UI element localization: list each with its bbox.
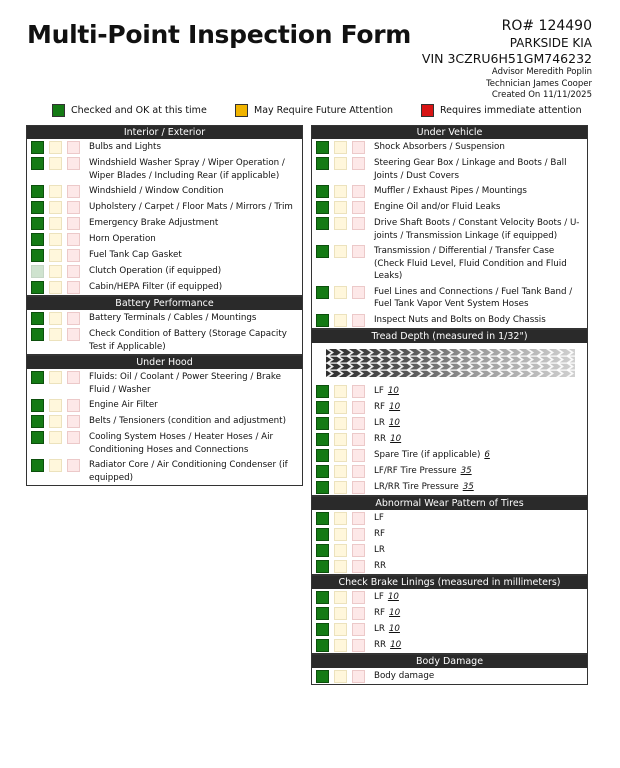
- list-item: [312, 415, 587, 431]
- tread-value: 10: [389, 401, 401, 412]
- brake-position: RR: [374, 639, 387, 650]
- item-label: [374, 465, 583, 478]
- item-label: LR: [374, 544, 385, 555]
- item-label: [374, 417, 583, 430]
- ok-checkbox[interactable]: [316, 157, 329, 170]
- list-item: [27, 326, 302, 354]
- item-label: RF: [374, 528, 386, 539]
- dealer-name: PARKSIDE KIA: [509, 35, 592, 50]
- ok-checkbox[interactable]: [316, 401, 329, 414]
- item-label: Emergency Brake Adjustment: [89, 218, 219, 228]
- item-label: Inspect Nuts and Bolts on Body Chassis: [374, 314, 546, 325]
- future-checkbox[interactable]: [49, 141, 62, 154]
- list-item: [27, 139, 302, 155]
- item-label: [374, 385, 583, 398]
- immediate-checkbox[interactable]: [352, 607, 365, 620]
- list-item: [312, 526, 587, 542]
- brake-value: 10: [390, 639, 402, 650]
- future-checkbox[interactable]: [49, 157, 62, 170]
- ok-checkbox[interactable]: [316, 639, 329, 652]
- list-item: [312, 215, 587, 243]
- tire-position: RR: [374, 433, 387, 444]
- item-label: LF: [374, 512, 384, 523]
- list-item: [312, 284, 587, 312]
- ok-checkbox[interactable]: [31, 217, 44, 230]
- list-item: [312, 199, 587, 215]
- future-checkbox[interactable]: [49, 185, 62, 198]
- future-checkbox[interactable]: [49, 459, 62, 472]
- future-checkbox[interactable]: [334, 157, 347, 170]
- tire-position: LR: [374, 417, 385, 428]
- section-tread-depth: [311, 329, 588, 496]
- future-checkbox[interactable]: [334, 286, 347, 299]
- item-label: Check Condition of Battery (Storage Capacity Test if Applicable): [89, 329, 287, 352]
- brake-position: LR: [374, 623, 385, 634]
- ok-checkbox[interactable]: [316, 185, 329, 198]
- item-label: Shock Absorbers / Suspension: [374, 142, 505, 152]
- tire-position: LF/RF Tire Pressure: [374, 465, 457, 476]
- immediate-checkbox[interactable]: [352, 433, 365, 446]
- immediate-checkbox[interactable]: [352, 591, 365, 604]
- item-label: [374, 623, 583, 636]
- future-checkbox[interactable]: [334, 201, 347, 214]
- list-item: [312, 463, 587, 479]
- legend-immediate: [421, 104, 582, 117]
- immediate-checkbox[interactable]: [352, 465, 365, 478]
- ok-checkbox[interactable]: [31, 141, 44, 154]
- ok-checkbox[interactable]: [316, 623, 329, 636]
- immediate-checkbox[interactable]: [352, 544, 365, 557]
- brake-position: RF: [374, 607, 386, 618]
- item-label: Bulbs and Lights: [89, 142, 161, 152]
- immediate-checkbox[interactable]: [352, 639, 365, 652]
- future-checkbox[interactable]: [334, 401, 347, 414]
- tire-position: LF: [374, 385, 384, 396]
- immediate-checkbox[interactable]: [352, 217, 365, 230]
- list-item: [312, 605, 587, 621]
- immediate-checkbox[interactable]: [67, 201, 80, 214]
- ok-checkbox[interactable]: [31, 459, 44, 472]
- ok-checkbox[interactable]: [316, 217, 329, 230]
- section-interior-exterior: [26, 125, 303, 296]
- ok-checkbox[interactable]: [316, 433, 329, 446]
- immediate-checkbox[interactable]: [67, 371, 80, 384]
- immediate-checkbox[interactable]: [352, 314, 365, 327]
- section-title: Interior / Exterior: [27, 125, 302, 139]
- list-item: [312, 312, 587, 328]
- future-checkbox[interactable]: [334, 560, 347, 573]
- immediate-checkbox[interactable]: [352, 185, 365, 198]
- pressure-value: 35: [462, 481, 474, 492]
- ok-checkbox[interactable]: [316, 449, 329, 462]
- ok-checkbox[interactable]: [31, 312, 44, 325]
- ok-checkbox[interactable]: [31, 281, 44, 294]
- immediate-checkbox[interactable]: [352, 245, 365, 258]
- list-item: [27, 263, 302, 279]
- immediate-checkbox[interactable]: [352, 141, 365, 154]
- item-label: Muffler / Exhaust Pipes / Mountings: [374, 186, 527, 196]
- ok-checkbox[interactable]: [31, 185, 44, 198]
- ok-checkbox[interactable]: [316, 141, 329, 154]
- legend-immediate-swatch: [421, 104, 434, 117]
- immediate-checkbox[interactable]: [67, 459, 80, 472]
- legend-future-label: May Require Future Attention: [254, 105, 394, 116]
- ok-checkbox[interactable]: [316, 201, 329, 214]
- list-item: [312, 558, 587, 574]
- ok-checkbox[interactable]: [31, 431, 44, 444]
- ok-checkbox[interactable]: [316, 528, 329, 541]
- list-item: [312, 668, 587, 684]
- item-label: Drive Shaft Boots / Constant Velocity Boots / U-joints / Transmission Linkage (if equipped): [374, 218, 580, 241]
- list-item: [27, 429, 302, 457]
- section-abnormal-wear: [311, 496, 588, 575]
- legend-ok-swatch: [52, 104, 65, 117]
- ok-checkbox[interactable]: [31, 249, 44, 262]
- section-title: Abnormal Wear Pattern of Tires: [312, 496, 587, 510]
- section-title: Under Vehicle: [312, 125, 587, 139]
- ok-checkbox[interactable]: [31, 157, 44, 170]
- ok-checkbox[interactable]: [31, 399, 44, 412]
- section-title: Check Brake Linings (measured in millimeters): [312, 575, 587, 589]
- item-label: [374, 433, 583, 446]
- immediate-checkbox[interactable]: [67, 399, 80, 412]
- future-checkbox[interactable]: [49, 371, 62, 384]
- immediate-checkbox[interactable]: [352, 417, 365, 430]
- page-title: Multi-Point Inspection Form: [27, 20, 412, 49]
- item-label: Transmission / Differential / Transfer Case (Check Fluid Level, Fluid Condition and Fluid Leaks): [374, 246, 567, 281]
- future-checkbox[interactable]: [334, 528, 347, 541]
- item-label: Fuel Lines and Connections / Fuel Tank Band / Fuel Tank Vapor Vent System Hoses: [374, 286, 573, 309]
- list-item: [312, 447, 587, 463]
- immediate-checkbox[interactable]: [352, 670, 365, 683]
- immediate-checkbox[interactable]: [67, 415, 80, 428]
- legend-ok: [52, 104, 207, 117]
- legend-future: [235, 104, 393, 117]
- list-item: [27, 183, 302, 199]
- ok-checkbox[interactable]: [31, 233, 44, 246]
- ok-checkbox[interactable]: [316, 314, 329, 327]
- list-item: [27, 215, 302, 231]
- ok-checkbox[interactable]: [316, 670, 329, 683]
- immediate-checkbox[interactable]: [352, 401, 365, 414]
- list-item: [312, 155, 587, 183]
- ok-checkbox[interactable]: [316, 465, 329, 478]
- item-label: [374, 591, 583, 604]
- immediate-checkbox[interactable]: [352, 201, 365, 214]
- future-checkbox[interactable]: [334, 314, 347, 327]
- repair-order-number: RO# 124490: [501, 18, 592, 34]
- section-battery-performance: [26, 296, 303, 355]
- future-checkbox[interactable]: [334, 591, 347, 604]
- ok-checkbox[interactable]: [316, 481, 329, 494]
- legend: [52, 104, 592, 120]
- list-item: [27, 457, 302, 485]
- ok-checkbox[interactable]: [316, 544, 329, 557]
- section-title: Tread Depth (measured in 1/32"): [312, 329, 587, 343]
- future-checkbox[interactable]: [49, 217, 62, 230]
- tire-position: RF: [374, 401, 386, 412]
- future-checkbox[interactable]: [334, 217, 347, 230]
- right-column: [311, 125, 588, 685]
- technician-label: Technician: [486, 78, 531, 89]
- brake-value: 10: [388, 623, 400, 634]
- future-checkbox[interactable]: [334, 481, 347, 494]
- list-item: [312, 542, 587, 558]
- immediate-checkbox[interactable]: [352, 623, 365, 636]
- immediate-checkbox[interactable]: [67, 185, 80, 198]
- vin-number: VIN 3CZRU6H51GM746232: [421, 50, 592, 66]
- immediate-checkbox[interactable]: [67, 249, 80, 262]
- future-checkbox[interactable]: [334, 433, 347, 446]
- item-label: Cabin/HEPA Filter (if equipped): [89, 282, 223, 292]
- pressure-value: 35: [460, 465, 472, 476]
- item-label: Engine Oil and/or Fluid Leaks: [374, 202, 501, 212]
- ok-checkbox[interactable]: [316, 245, 329, 258]
- future-checkbox[interactable]: [334, 141, 347, 154]
- ok-checkbox[interactable]: [31, 201, 44, 214]
- list-item: [27, 155, 302, 183]
- legend-future-swatch: [235, 104, 248, 117]
- section-title: Body Damage: [312, 654, 587, 668]
- list-item: [312, 183, 587, 199]
- list-item: [312, 383, 587, 399]
- future-checkbox[interactable]: [49, 265, 62, 278]
- item-label: Steering Gear Box / Linkage and Boots / Ball Joints / Dust Covers: [374, 158, 567, 181]
- immediate-checkbox[interactable]: [352, 449, 365, 462]
- list-item: [312, 399, 587, 415]
- ok-checkbox[interactable]: [316, 417, 329, 430]
- item-label: [374, 401, 583, 414]
- item-label: Engine Air Filter: [89, 400, 158, 410]
- advisor-name: Meredith Poplin: [526, 67, 592, 78]
- section-under-hood: [26, 355, 303, 486]
- item-label: Windshield / Window Condition: [89, 186, 224, 196]
- item-label: [374, 449, 583, 462]
- ok-checkbox[interactable]: [316, 591, 329, 604]
- technician-name: James Cooper: [533, 78, 592, 89]
- future-checkbox[interactable]: [334, 245, 347, 258]
- immediate-checkbox[interactable]: [352, 286, 365, 299]
- item-label: Clutch Operation (if equipped): [89, 266, 222, 276]
- ok-checkbox[interactable]: [316, 512, 329, 525]
- future-checkbox[interactable]: [334, 185, 347, 198]
- tread-value: 10: [390, 433, 402, 444]
- future-checkbox[interactable]: [49, 233, 62, 246]
- item-label: Windshield Washer Spray / Wiper Operation / Wiper Blades / Including Rear (if applicable): [89, 158, 285, 181]
- left-column: [26, 125, 303, 486]
- future-checkbox[interactable]: [49, 399, 62, 412]
- ok-checkbox[interactable]: [31, 415, 44, 428]
- advisor-label: Advisor: [491, 67, 524, 78]
- future-checkbox[interactable]: [334, 449, 347, 462]
- brake-position: LF: [374, 591, 384, 602]
- future-checkbox[interactable]: [49, 328, 62, 341]
- ok-checkbox[interactable]: [31, 371, 44, 384]
- list-item: [312, 243, 587, 284]
- future-checkbox[interactable]: [334, 512, 347, 525]
- item-label: Body damage: [374, 670, 435, 681]
- future-checkbox[interactable]: [49, 201, 62, 214]
- future-checkbox[interactable]: [49, 431, 62, 444]
- immediate-checkbox[interactable]: [352, 385, 365, 398]
- item-label: [374, 607, 583, 620]
- item-label: Fuel Tank Cap Gasket: [89, 250, 182, 260]
- brake-value: 10: [387, 591, 399, 602]
- item-label: [374, 639, 583, 652]
- order-info: [422, 18, 592, 102]
- list-item: [312, 139, 587, 155]
- immediate-checkbox[interactable]: [352, 528, 365, 541]
- list-item: [27, 413, 302, 429]
- immediate-checkbox[interactable]: [67, 217, 80, 230]
- future-checkbox[interactable]: [334, 417, 347, 430]
- item-label: Cooling System Hoses / Heater Hoses / Air Conditioning Hoses and Connections: [89, 432, 274, 455]
- item-label: Horn Operation: [89, 234, 156, 244]
- ok-checkbox[interactable]: [316, 286, 329, 299]
- tread-depth-gauge: [312, 343, 587, 383]
- advisor-line: [422, 67, 592, 78]
- ok-checkbox[interactable]: [316, 560, 329, 573]
- list-item: [27, 397, 302, 413]
- section-title: Under Hood: [27, 355, 302, 369]
- ok-checkbox[interactable]: [316, 385, 329, 398]
- immediate-checkbox[interactable]: [352, 157, 365, 170]
- list-item: [27, 247, 302, 263]
- legend-ok-label: Checked and OK at this time: [71, 105, 207, 116]
- immediate-checkbox[interactable]: [67, 328, 80, 341]
- section-body-damage: [311, 654, 588, 685]
- immediate-checkbox[interactable]: [67, 312, 80, 325]
- tire-position: Spare Tire (if applicable): [374, 449, 481, 460]
- future-checkbox[interactable]: [334, 607, 347, 620]
- list-item: [312, 621, 587, 637]
- tread-value: 6: [484, 449, 490, 460]
- created-date: Created On 11/11/2025: [491, 90, 592, 101]
- immediate-checkbox[interactable]: [67, 141, 80, 154]
- tread-value: 10: [387, 385, 399, 396]
- section-brake-linings: [311, 575, 588, 654]
- future-checkbox[interactable]: [334, 623, 347, 636]
- future-checkbox[interactable]: [334, 670, 347, 683]
- list-item: [27, 310, 302, 326]
- immediate-checkbox[interactable]: [67, 265, 80, 278]
- list-item: [312, 589, 587, 605]
- list-item: [27, 199, 302, 215]
- list-item: [27, 231, 302, 247]
- future-checkbox[interactable]: [49, 312, 62, 325]
- item-label: Belts / Tensioners (condition and adjustment): [89, 416, 286, 426]
- future-checkbox[interactable]: [334, 544, 347, 557]
- tread-value: 10: [388, 417, 400, 428]
- item-label: Fluids: Oil / Coolant / Power Steering / Brake Fluid / Washer: [89, 372, 281, 395]
- future-checkbox[interactable]: [334, 465, 347, 478]
- item-label: [374, 481, 583, 494]
- future-checkbox[interactable]: [334, 385, 347, 398]
- list-item: [27, 279, 302, 295]
- future-checkbox[interactable]: [334, 639, 347, 652]
- item-label: Upholstery / Carpet / Floor Mats / Mirrors / Trim: [89, 202, 293, 212]
- future-checkbox[interactable]: [49, 281, 62, 294]
- list-item: [312, 510, 587, 526]
- item-label: RR: [374, 560, 387, 571]
- item-label: Radiator Core / Air Conditioning Condenser (if equipped): [89, 460, 288, 483]
- ok-checkbox[interactable]: [31, 265, 44, 278]
- immediate-checkbox[interactable]: [67, 233, 80, 246]
- list-item: [312, 637, 587, 653]
- section-title: Battery Performance: [27, 296, 302, 310]
- immediate-checkbox[interactable]: [352, 512, 365, 525]
- list-item: [312, 431, 587, 447]
- item-label: Battery Terminals / Cables / Mountings: [89, 313, 257, 323]
- immediate-checkbox[interactable]: [67, 281, 80, 294]
- immediate-checkbox[interactable]: [352, 481, 365, 494]
- immediate-checkbox[interactable]: [352, 560, 365, 573]
- list-item: [27, 369, 302, 397]
- ok-checkbox[interactable]: [31, 328, 44, 341]
- ok-checkbox[interactable]: [316, 607, 329, 620]
- immediate-checkbox[interactable]: [67, 431, 80, 444]
- tread-graphic: [326, 349, 575, 377]
- list-item: [312, 479, 587, 495]
- technician-line: [422, 79, 592, 90]
- immediate-checkbox[interactable]: [67, 157, 80, 170]
- future-checkbox[interactable]: [49, 249, 62, 262]
- tire-position: LR/RR Tire Pressure: [374, 481, 459, 492]
- future-checkbox[interactable]: [49, 415, 62, 428]
- section-under-vehicle: [311, 125, 588, 329]
- brake-value: 10: [389, 607, 401, 618]
- legend-immediate-label: Requires immediate attention: [440, 105, 582, 116]
